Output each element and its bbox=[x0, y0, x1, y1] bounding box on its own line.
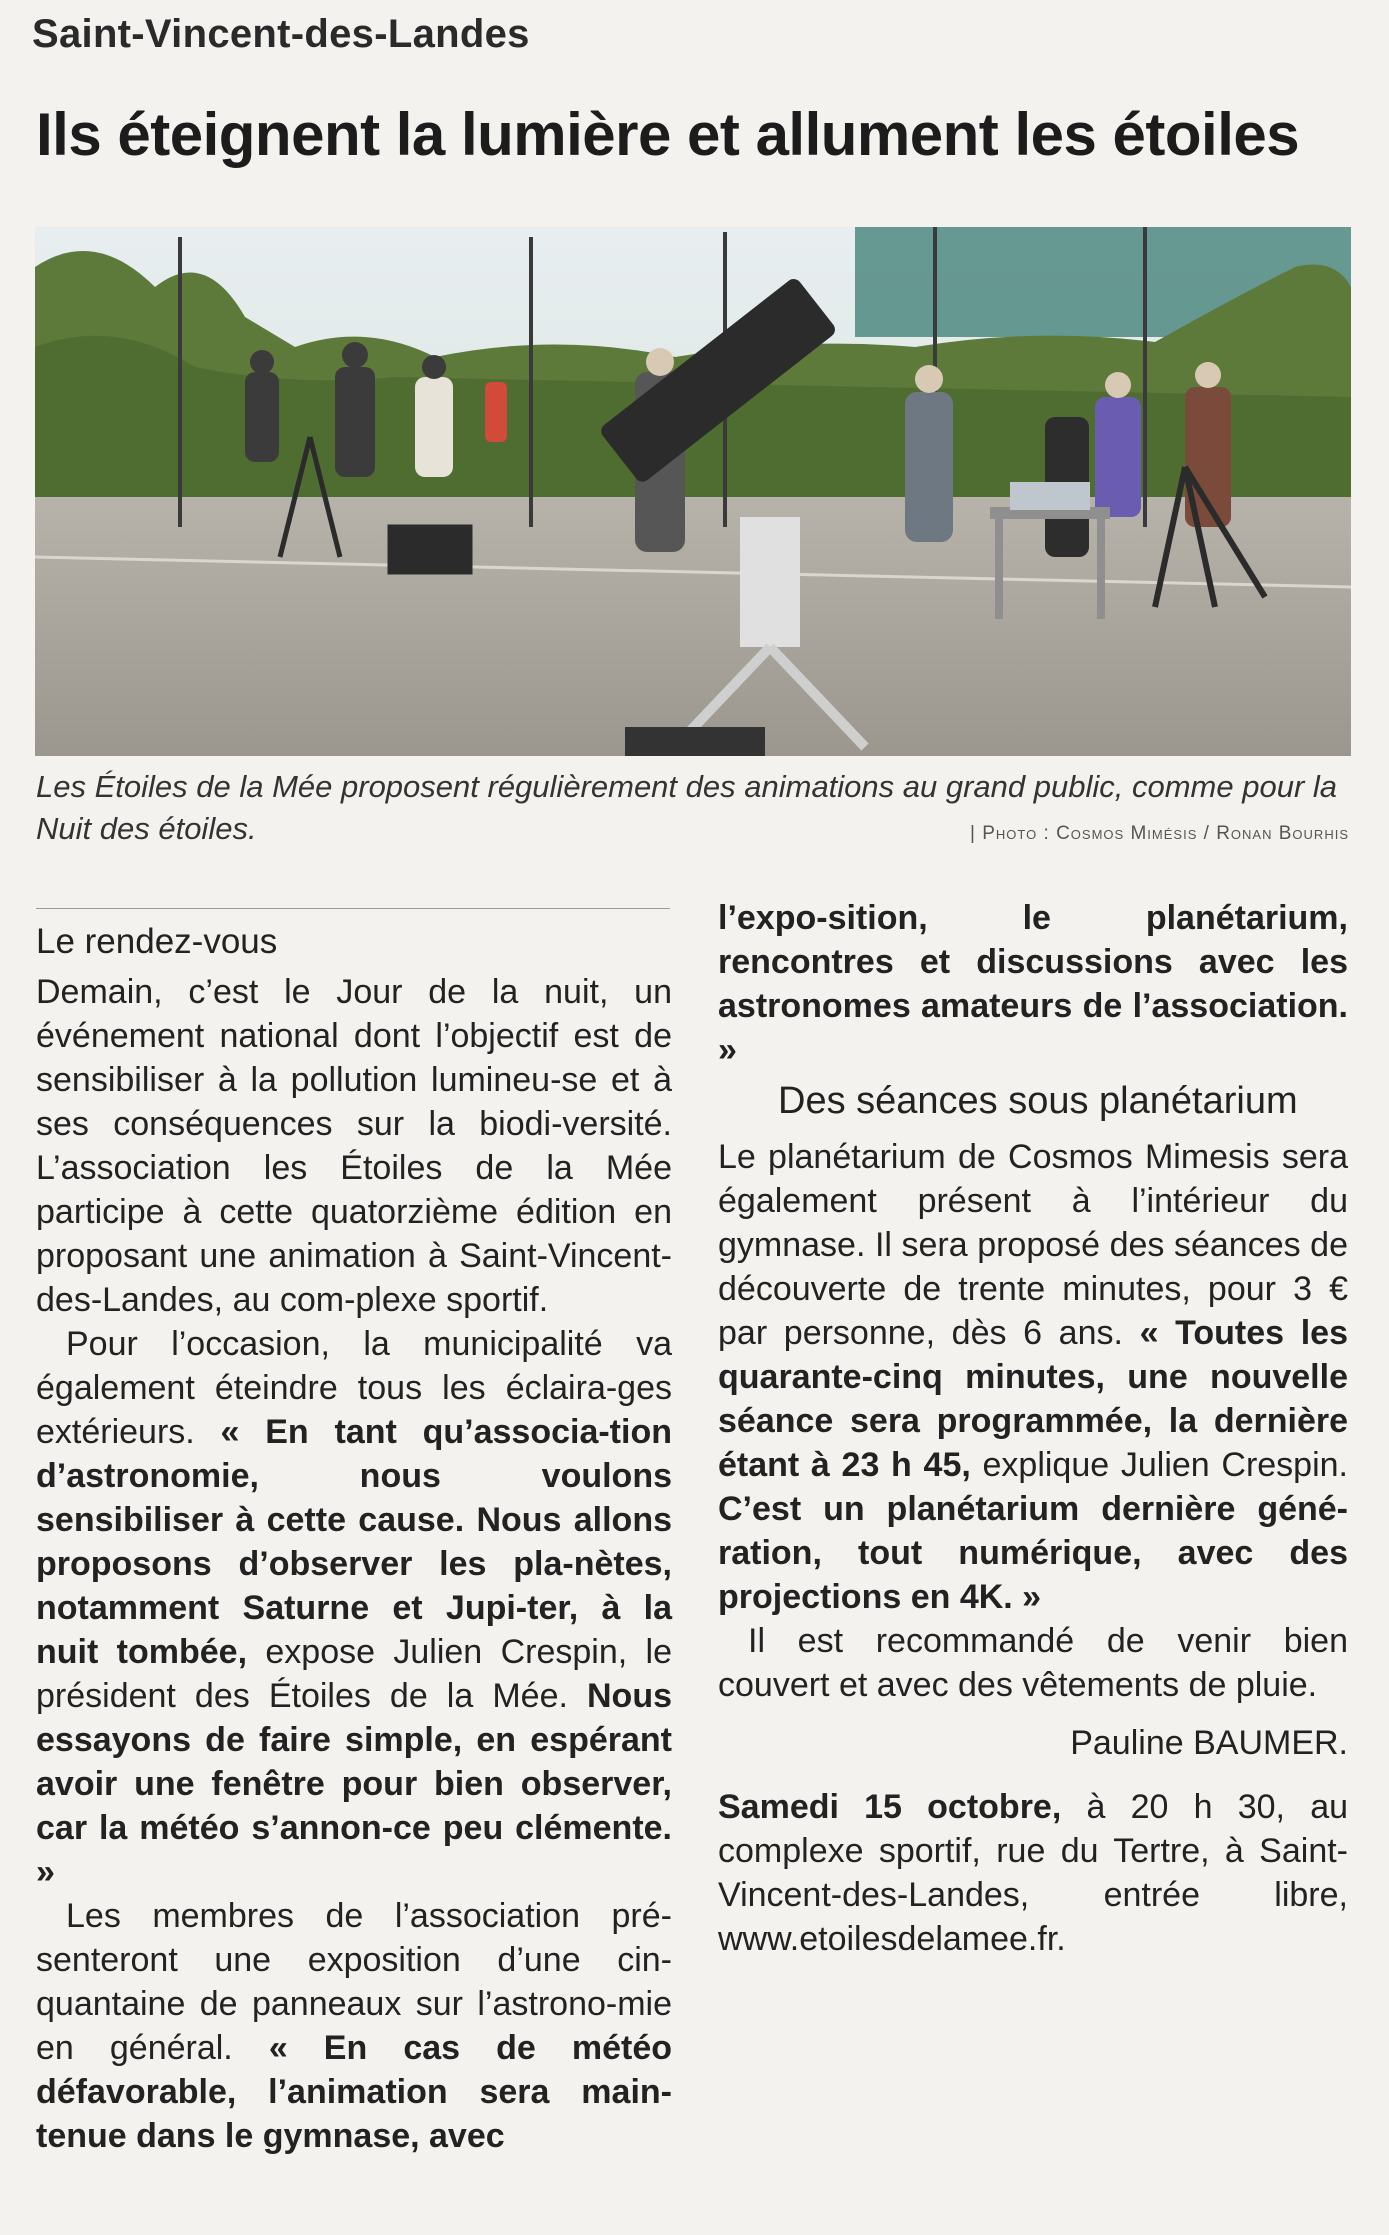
paragraph-4 bbox=[718, 1135, 1348, 1619]
photo-illustration bbox=[35, 227, 1351, 756]
paragraph-4-attribution: explique Julien Crespin. bbox=[970, 1446, 1348, 1484]
sub-heading: Des séances sous planétarium bbox=[778, 1080, 1298, 1122]
court bbox=[35, 497, 1351, 756]
paragraph-4-text: Le planétarium de Cosmos Mimesis sera également présent à l’intérieur du gymnase. Il sera proposé des séances de découverte de trente minutes, pour 3 € par personne, dès 6 ans. bbox=[718, 1138, 1348, 1352]
paragraph-4-quote: « Toutes les quarante-cinq minutes, une nouvelle séance sera programmée, la dernière étant à 23 h 45, bbox=[718, 1314, 1348, 1484]
paragraph-2 bbox=[36, 1322, 672, 1894]
paragraph-2-quote: « En tant qu’associa-tion d’astronomie, nous voulons sensibiliser à cette cause. Nous allons proposons d’observer les pla-nètes, notamment Saturne et Jupi-ter, à la nuit tombée, bbox=[36, 1413, 672, 1671]
paragraph-3-continued bbox=[718, 896, 1348, 1072]
section-kicker: Saint-Vincent-des-Landes bbox=[32, 12, 530, 56]
section-divider bbox=[36, 908, 670, 909]
author-signature: Pauline BAUMER. bbox=[1070, 1724, 1348, 1762]
paragraph-2-quote-end: Nous essayons de faire simple, en espérant avoir une fenêtre pour bien observer, car la météo s’annon-ce peu clémente. » bbox=[36, 1677, 672, 1891]
paragraph-2-attribution: expose Julien Crespin, le président des Étoiles de la Mée. bbox=[36, 1633, 673, 1715]
photo-caption: Les Étoiles de la Mée proposent régulièrement des animations au grand public, comme pour la Nuit des étoiles. bbox=[36, 769, 1338, 846]
article-column-left bbox=[36, 918, 672, 2158]
paragraph-5: Il est recommandé de venir bien couvert et avec des vêtements de pluie. bbox=[718, 1622, 1348, 1704]
section-heading: Le rendez-vous bbox=[36, 922, 278, 961]
event-info bbox=[718, 1785, 1348, 1961]
paragraph-3-quote-continued: l’expo-sition, le planétarium, rencontres et discussions avec les astronomes amateurs de l’association. » bbox=[718, 899, 1348, 1069]
article-headline: Ils éteignent la lumière et allument les étoiles bbox=[36, 101, 1300, 168]
article-photo bbox=[35, 227, 1351, 756]
column-continuation-space bbox=[718, 896, 1348, 1072]
event-details: à 20 h 30, au complexe sportif, rue du Tertre, à Saint-Vincent-des-Landes, entrée libre, www.etoilesdelamee.fr. bbox=[718, 1788, 1349, 1958]
photo-credit: | Photo : Cosmos Mimésis / Ronan Bourhis bbox=[970, 823, 1349, 844]
paragraph-4-quote-end: C’est un planétarium dernière géné-ration, tout numérique, avec des projections en 4K. » bbox=[718, 1490, 1348, 1616]
article-column-right bbox=[718, 896, 1348, 1961]
paragraph-2-text: Pour l’occasion, la municipalité va également éteindre tous les éclaira-ges extérieurs. bbox=[36, 1325, 672, 1451]
paragraph-3-text: Les membres de l’association pré-senteront une exposition d’une cin-quantaine de panneaux sur l’astrono-mie en général. bbox=[36, 1897, 672, 2067]
paragraph-3-quote: « En cas de météo défavorable, l’animation sera main-tenue dans le gymnase, avec bbox=[36, 2029, 672, 2155]
event-date: Samedi 15 octobre, bbox=[718, 1788, 1062, 1826]
paragraph-3 bbox=[36, 1894, 672, 2158]
paragraph-1: Demain, c’est le Jour de la nuit, un événement national dont l’objectif est de sensibiliser à la pollution lumineu-se et à ses conséquences sur la biodi-versité. L’association les Étoiles de la Mée participe à cette quatorzième édition en proposant une animation à Saint-Vincent-des-Landes, au com-plexe sportif. bbox=[36, 973, 672, 1319]
